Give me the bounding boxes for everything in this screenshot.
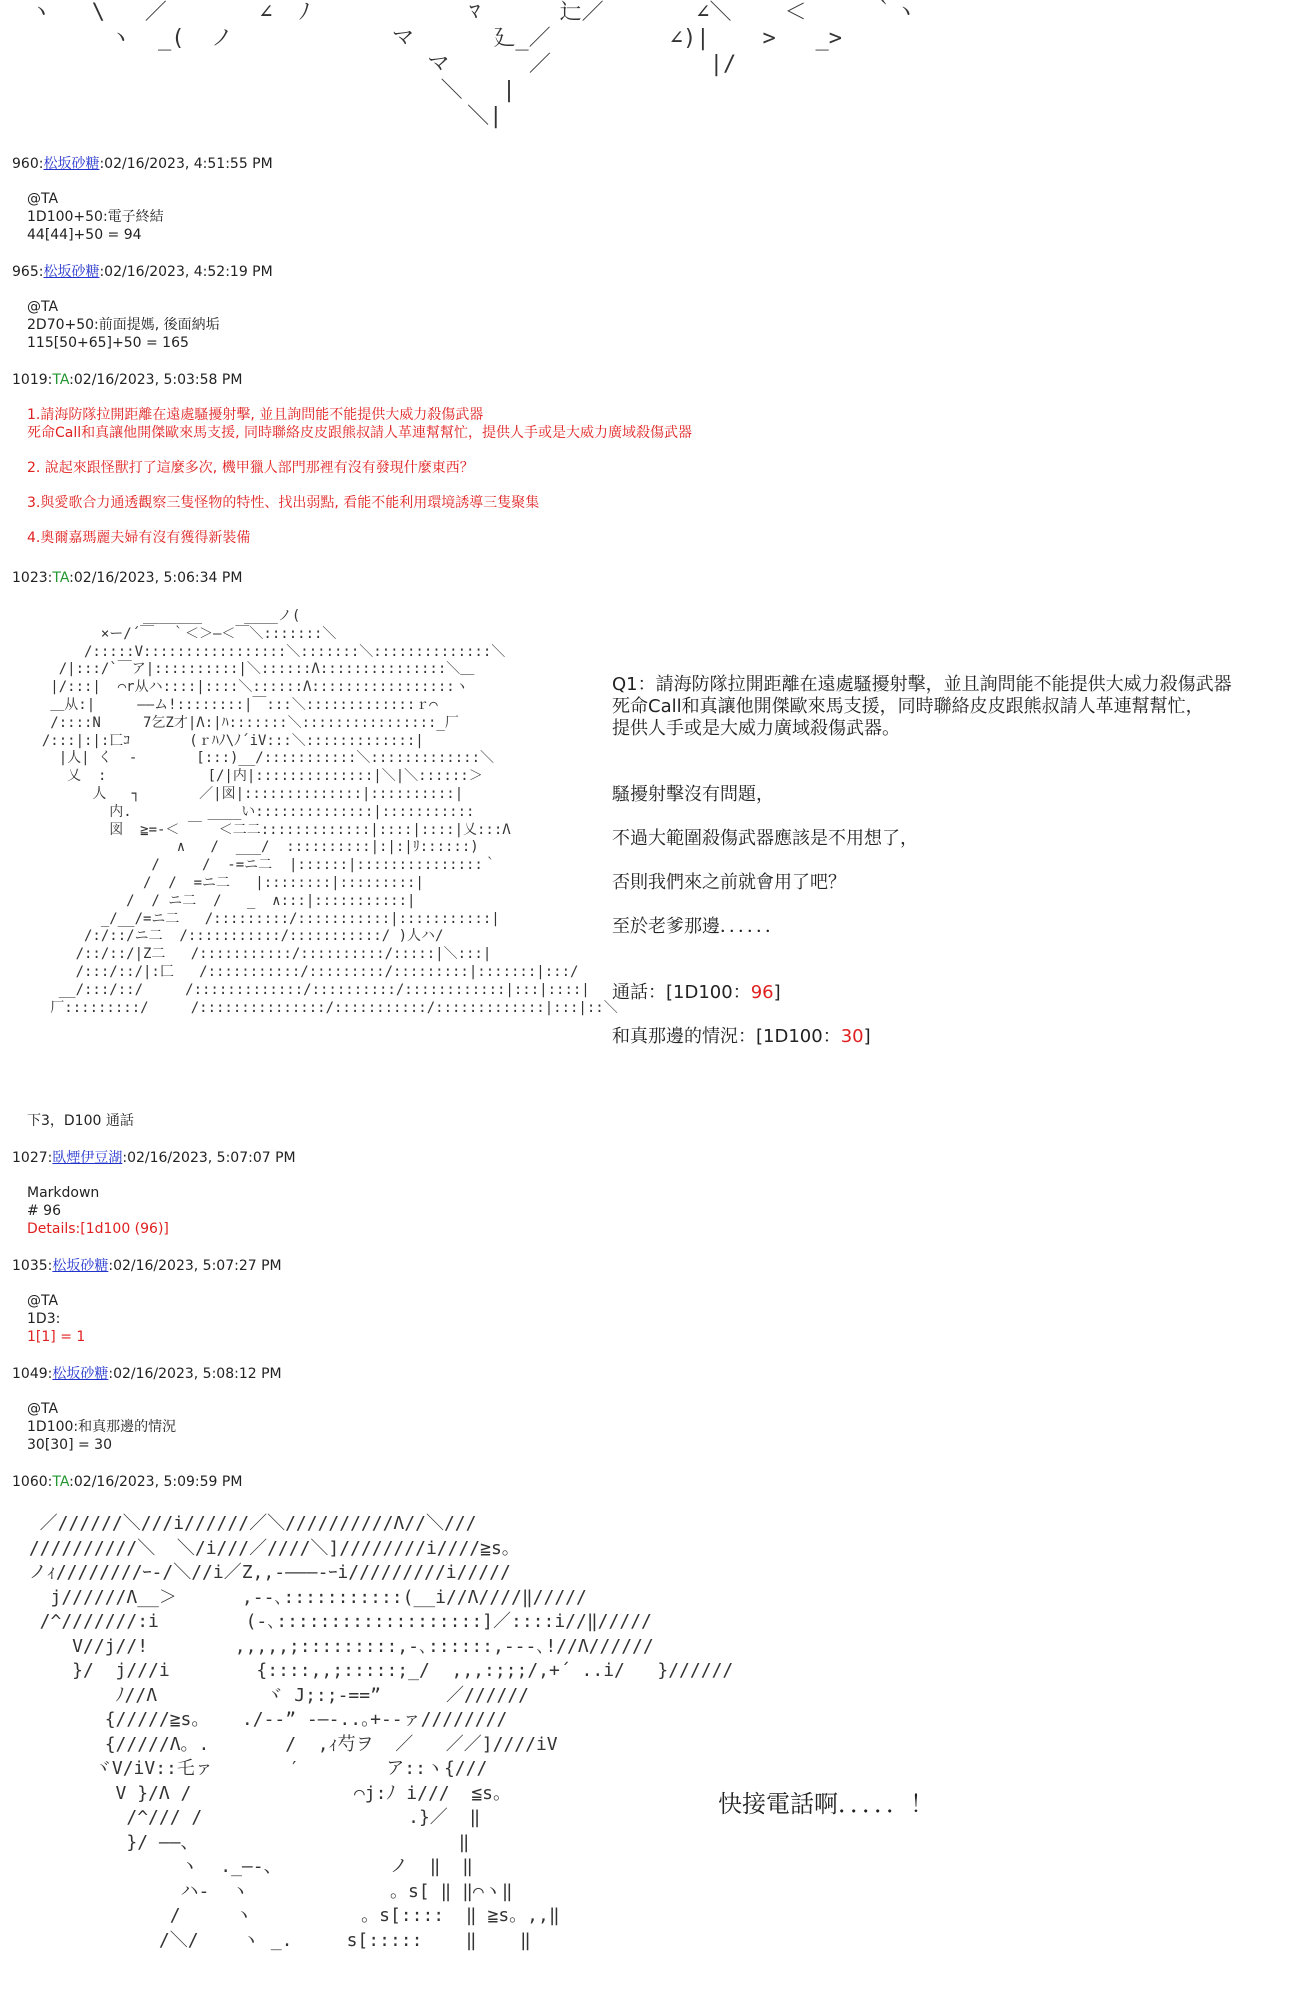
post-line: 1D100:和真那邊的情況 <box>27 1419 177 1435</box>
caption-q1-line2: 死命Call和真讓他開傑歐來馬支援，同時聯絡皮皮跟熊叔請人革連幫幫忙， <box>612 696 1204 717</box>
post-number: 1060 <box>12 1474 48 1490</box>
post-line: @TA <box>27 1293 59 1309</box>
post-body <box>12 1292 1282 1346</box>
post-number: 1027 <box>12 1150 48 1166</box>
post-separator: : <box>69 372 74 388</box>
caption-call-roll <box>612 982 781 1004</box>
post-separator: : <box>99 264 105 280</box>
post-number: 1019 <box>12 372 48 388</box>
post-line: 1D3: <box>27 1311 61 1327</box>
post-line: 44[44]+50 = 94 <box>27 227 142 243</box>
poster-name[interactable]: 松坂砂糖 <box>52 1366 109 1382</box>
call-roll-prefix: 通話：[1D100： <box>612 982 751 1003</box>
post-separator: : <box>47 570 53 586</box>
post <box>12 155 1282 244</box>
post-separator: : <box>108 1258 114 1274</box>
post <box>12 1473 1282 1491</box>
post-timestamp: 02/16/2023, 5:07:27 PM <box>113 1258 282 1274</box>
ascii-art-boy: ／//////＼///i//////／＼//////////Λ//＼/// //////////＼ ＼/i///／////＼]////////i////≧s。 ノｨ////////ｰ‐/＼//i／Z,,-―――-ｰi/////////i///// j//////Λ__＞ ,-‐､:::::::::::(__i//Λ////‖///// /^///////:i (-､:::::::::::::::::::]／::::i//‖///// V//j//! ,,,,,;:::::::::,-､::::::,-‐-､!//Λ////// }/ j///i {::::,,;:::::;_/ ,,,:;;;/,+´ ..i/ }////// ﾉ//Λ ヾ J;:;-==” ／////// {/////≧s。 ./-‐” ‐―-..｡+‐‐ァ//////// {/////Λ。. / ,ｨ芍ヲ ／ ／／]////iV ヾV/iV::乇ァ ′ ア::ヽ{/// V }/Λ / ⌒j:ﾉ i/// ≦s。 /^/// / .}／ ‖ }/ ――、 ‖ ヽ ._―-、 ノ ‖ ‖ ハ- ヽ 。s[ ‖ ‖⌒ヽ‖ / ヽ 。s[:::: ‖ ≧s。,,‖ /＼/ ヽ _. s[::::: ‖ ‖ <box>28 1513 734 1951</box>
post-separator: : <box>69 570 74 586</box>
post-line: @TA <box>27 299 59 315</box>
post-separator: : <box>122 1150 128 1166</box>
post-timestamp: 02/16/2023, 5:06:34 PM <box>73 570 243 586</box>
post-separator: : <box>47 1474 53 1490</box>
post-line: 死命Call和真讓他開傑歐來馬支援, 同時聯絡皮皮跟熊叔請人革連幫幫忙，提供人手或是大威力廣域殺傷武器 <box>27 425 693 441</box>
post-body <box>12 1184 1282 1238</box>
poster-name[interactable]: 松坂砂糖 <box>43 264 100 280</box>
post-timestamp: 02/16/2023, 5:08:12 PM <box>113 1366 282 1382</box>
post-line: 4.奧爾嘉瑪麗夫婦有沒有獲得新裝備 <box>27 530 251 546</box>
post-body <box>12 406 1282 547</box>
post-separator: : <box>47 1150 53 1166</box>
post-line: 1[1] = 1 <box>27 1329 86 1345</box>
post-line: Details:[1d100 (96)] <box>27 1221 169 1237</box>
post <box>12 1149 1282 1238</box>
caption-q1-line3: 提供人手或是大威力廣域殺傷武器。 <box>612 718 900 739</box>
poster-name[interactable]: 松坂砂糖 <box>43 156 100 172</box>
post-header <box>12 371 1282 389</box>
post-separator: : <box>47 372 53 388</box>
caption-line-d: 至於老爹那邊．．．．．． <box>612 916 783 937</box>
caption-line-c: 否則我們來之前就會用了吧？ <box>612 872 846 893</box>
post-timestamp: 02/16/2023, 5:03:58 PM <box>73 372 243 388</box>
post-line: 2D70+50:前面提媽, 後面納垢 <box>27 317 220 333</box>
kazuma-roll-value: 30 <box>840 1026 864 1047</box>
kazuma-roll-suffix: ] <box>863 1026 871 1047</box>
post-number: 965 <box>12 264 39 280</box>
post-separator: : <box>69 1474 74 1490</box>
post-separator: : <box>47 1366 53 1382</box>
post-separator: : <box>47 1258 53 1274</box>
caption-line-b: 不過大範圍殺傷武器應該是不用想了， <box>612 828 918 849</box>
post-header <box>12 1365 1282 1383</box>
call-roll-suffix: ] <box>773 982 781 1003</box>
post-header <box>12 1149 1282 1167</box>
caption-q1-line1: Q1：請海防隊拉開距離在遠處騷擾射擊，並且詢問能不能提供大威力殺傷武器 <box>612 674 1232 695</box>
post-line: 30[30] = 30 <box>27 1437 112 1453</box>
post-line: 3.與愛歌合力通透觀察三隻怪物的特性、找出弱點, 看能不能利用環境誘導三隻聚集 <box>27 495 540 511</box>
poster-name[interactable]: 臥煙伊豆湖 <box>52 1150 123 1166</box>
post-number: 1049 <box>12 1366 48 1382</box>
post-body <box>12 298 1282 352</box>
ascii-art-girl: _______ ____ノ( ×ー/´￣ ｀＜＞―＜￣＼:::::::＼ /:::::V:::::::::::::::::＼:::::::＼::::::::::::::＼ /|:::/`￣ア|::::::::::|＼::::::Λ:::::::::::::::＼＿ |/:::| ⌒r从ハ::::|::::＼::::::Λ:::::::::::::::::ヽ ＿从:| ――ム!::::::::|￣:::＼:::::::::::::ｒ⌒ /::::N 7乞Z才|Λ:|ﾊ:::::::＼::::::::::::::::_厂 /:::|:|:匸ｺ (ｒﾊﾉ\ﾉ´iV:::＼:::::::::::::| |人| く - [:::)__/:::::::::::＼:::::::::::::＼ 乂 : [/|内|::::::::::::::|＼|＼::::::＞ 人 ┐ ／|図|::::::::::::::|::::::::::| 内. ____い::::::::::::::|::::::::::: 図 ≧=‐＜ ￣ ＜二二:::::::::::::|::::|::::|乂:::Λ ∧ / ___/ ::::::::::|:|:|ﾘ::::::) / / -=ニ二 |::::::|:::::::::::::::｀ / / =ニ二 |::::::::|:::::::::| / / ニ二 / _ ∧:::|:::::::::::| _/__/=ニ二 /:::::::::/:::::::::::|:::::::::::| /:/::/ニ二 /:::::::::::/:::::::::::/ )人ハ/ /::/::/|Z二 /:::::::::::/::::::::::/:::::|＼:::| /:::/::/|:匚 /:::::::::::/:::::::::/:::::::::|:::::::|:::/ __/:::/::/ /:::::::::::::/::::::::::/::::::::::::|:::|::::| 厂:::::::::/ /:::::::::::::::/:::::::::::/:::::::::::::|:::|::＼ <box>41 608 618 1016</box>
post-header <box>12 155 1282 173</box>
caption-kazuma-roll <box>612 1026 871 1048</box>
post-line: @TA <box>27 191 59 207</box>
caption-line-a: 騷擾射擊沒有問題， <box>612 784 774 805</box>
post-number: 960 <box>12 156 39 172</box>
post-separator: : <box>38 264 44 280</box>
post-separator: : <box>108 1366 114 1382</box>
post-line: Markdown <box>27 1185 100 1201</box>
poster-name: TA <box>52 570 70 586</box>
post-line: @TA <box>27 1401 59 1417</box>
poster-name[interactable]: 松坂砂糖 <box>52 1258 109 1274</box>
post-header <box>12 263 1282 281</box>
post-line: 1D100+50:電子終結 <box>27 209 164 225</box>
post-header <box>12 569 1282 587</box>
post <box>12 263 1282 352</box>
post-separator: : <box>99 156 105 172</box>
caption-below-girl: 下3，D100 通話 <box>27 1113 134 1129</box>
kazuma-roll-prefix: 和真那邊的情況：[1D100： <box>612 1026 841 1047</box>
post-body <box>12 1400 1282 1454</box>
post-line: 2. 說起來跟怪獸打了這麼多次, 機甲獵人部門那裡有沒有發現什麼東西？ <box>27 460 474 476</box>
post-line: 115[50+65]+50 = 165 <box>27 335 189 351</box>
post <box>12 1257 1282 1346</box>
post-timestamp: 02/16/2023, 4:51:55 PM <box>104 156 273 172</box>
post-body <box>12 190 1282 244</box>
caption-bottom-line: 快接電話啊．．．．．！ <box>718 1790 934 1818</box>
post-number: 1035 <box>12 1258 48 1274</box>
post-timestamp: 02/16/2023, 5:07:07 PM <box>127 1150 296 1166</box>
post-number: 1023 <box>12 570 48 586</box>
poster-name: TA <box>52 372 70 388</box>
post-header <box>12 1257 1282 1275</box>
call-roll-value: 96 <box>750 982 774 1003</box>
ascii-art-top: ヽ \ ／ ∠ ﾉ ﾏ 辷／ ∠＼ ＜ ｀ヽ ヽ _( ノ マ 廴_／ ∠)| > _> マ ／ |/ ＼ | ＼| <box>30 0 917 129</box>
post-line: 1.請海防隊拉開距離在遠處騷擾射擊, 並且詢問能不能提供大威力殺傷武器 <box>27 407 484 423</box>
post <box>12 569 1282 587</box>
post-line: # 96 <box>27 1203 61 1219</box>
poster-name: TA <box>52 1474 70 1490</box>
post-timestamp: 02/16/2023, 4:52:19 PM <box>104 264 273 280</box>
post-separator: : <box>38 156 44 172</box>
post-header <box>12 1473 1282 1491</box>
post <box>12 371 1282 547</box>
post-timestamp: 02/16/2023, 5:09:59 PM <box>73 1474 243 1490</box>
post <box>12 1365 1282 1454</box>
